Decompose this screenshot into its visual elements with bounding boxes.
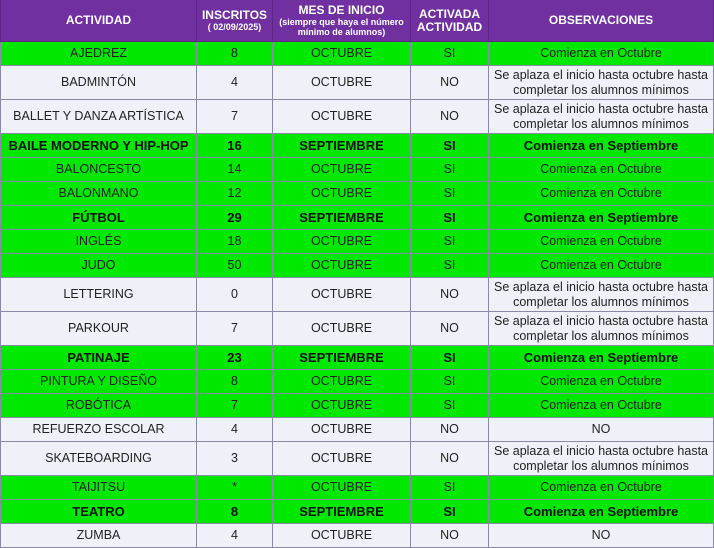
cell-actividad <box>0 476 197 500</box>
header-mes-label: MES DE INICIO <box>298 3 385 17</box>
cell-activada-text: SI <box>443 138 456 153</box>
cell-observaciones <box>489 370 714 394</box>
table-row <box>0 42 714 66</box>
cell-observaciones-text: Comienza en Octubre <box>540 234 662 248</box>
cell-observaciones-text: Se aplaza el inicio hasta octubre hasta completar los alumnos mínimos <box>493 443 709 473</box>
cell-mes-inicio-text: OCTUBRE <box>310 480 373 494</box>
cell-mes-inicio-text: OCTUBRE <box>310 109 373 123</box>
cell-observaciones <box>489 206 714 230</box>
cell-observaciones-text: Se aplaza el inicio hasta octubre hasta completar los alumnos mínimos <box>493 279 709 309</box>
cell-mes-inicio-text: OCTUBRE <box>310 321 373 335</box>
cell-mes-inicio <box>273 182 411 206</box>
table-row <box>0 312 714 346</box>
cell-observaciones-text: Comienza en Octubre <box>540 46 662 60</box>
cell-activada <box>411 500 489 524</box>
cell-inscritos <box>197 500 273 524</box>
cell-mes-inicio-text: OCTUBRE <box>310 46 373 60</box>
cell-inscritos-text: 8 <box>231 46 238 60</box>
cell-mes-inicio <box>273 100 411 134</box>
cell-inscritos-text: 3 <box>231 451 238 465</box>
cell-observaciones <box>489 312 714 346</box>
cell-activada-text: SI <box>443 480 456 494</box>
cell-mes-inicio <box>273 442 411 476</box>
cell-observaciones <box>489 158 714 182</box>
header-actividad-label: ACTIVIDAD <box>65 13 132 27</box>
cell-activada <box>411 230 489 254</box>
cell-actividad-text: INGLÉS <box>75 234 122 248</box>
cell-actividad-text: AJEDREZ <box>70 46 127 60</box>
cell-mes-inicio <box>273 230 411 254</box>
cell-mes-inicio <box>273 134 411 158</box>
cell-observaciones-text: Comienza en Octubre <box>540 258 662 272</box>
cell-mes-inicio-text: OCTUBRE <box>310 422 373 436</box>
table-row <box>0 134 714 158</box>
cell-observaciones-text: Se aplaza el inicio hasta octubre hasta completar los alumnos mínimos <box>493 313 709 343</box>
cell-inscritos <box>197 134 273 158</box>
cell-observaciones-text: Se aplaza el inicio hasta octubre hasta completar los alumnos mínimos <box>493 67 709 97</box>
cell-observaciones <box>489 182 714 206</box>
cell-actividad <box>0 100 197 134</box>
cell-observaciones <box>489 500 714 524</box>
cell-activada <box>411 370 489 394</box>
cell-mes-inicio-text: SEPTIEMBRE <box>299 210 384 225</box>
cell-mes-inicio <box>273 312 411 346</box>
cell-observaciones <box>489 418 714 442</box>
header-mes <box>273 0 411 42</box>
cell-observaciones-text: Comienza en Octubre <box>540 186 662 200</box>
cell-inscritos <box>197 278 273 312</box>
cell-observaciones <box>489 476 714 500</box>
header-activada <box>411 0 489 42</box>
cell-mes-inicio <box>273 418 411 442</box>
cell-activada-text: SI <box>443 234 456 248</box>
cell-actividad <box>0 42 197 66</box>
cell-observaciones-text: Comienza en Septiembre <box>523 210 679 225</box>
cell-actividad <box>0 312 197 346</box>
cell-mes-inicio-text: OCTUBRE <box>310 374 373 388</box>
cell-inscritos-text: * <box>232 480 237 494</box>
cell-inscritos <box>197 394 273 418</box>
cell-actividad-text: ZUMBA <box>76 528 121 542</box>
cell-observaciones-text: Se aplaza el inicio hasta octubre hasta completar los alumnos mínimos <box>493 101 709 131</box>
cell-activada-text: NO <box>440 528 459 542</box>
table-row <box>0 476 714 500</box>
cell-activada-text: SI <box>443 210 456 225</box>
cell-mes-inicio-text: OCTUBRE <box>310 162 373 176</box>
header-inscritos-label: INSCRITOS <box>201 8 268 22</box>
cell-activada <box>411 134 489 158</box>
cell-inscritos <box>197 312 273 346</box>
cell-activada <box>411 42 489 66</box>
cell-inscritos-text: 12 <box>227 186 242 200</box>
table-row <box>0 66 714 100</box>
cell-inscritos <box>197 476 273 500</box>
cell-activada <box>411 182 489 206</box>
cell-actividad-text: PARKOUR <box>68 321 129 335</box>
cell-inscritos-text: 50 <box>227 258 242 272</box>
cell-observaciones-text: Comienza en Octubre <box>540 398 662 412</box>
cell-activada <box>411 100 489 134</box>
cell-inscritos <box>197 524 273 548</box>
cell-mes-inicio <box>273 394 411 418</box>
table-row <box>0 394 714 418</box>
cell-observaciones <box>489 66 714 100</box>
cell-actividad <box>0 134 197 158</box>
table-header <box>0 0 714 42</box>
cell-actividad-text: TAIJITSU <box>71 480 126 494</box>
cell-actividad <box>0 524 197 548</box>
cell-actividad-text: BALONCESTO <box>55 162 142 176</box>
cell-mes-inicio-text: OCTUBRE <box>310 451 373 465</box>
cell-observaciones-text: Comienza en Octubre <box>540 374 662 388</box>
cell-actividad-text: FÚTBOL <box>72 210 125 225</box>
cell-inscritos-text: 7 <box>231 398 238 412</box>
cell-mes-inicio-text: OCTUBRE <box>310 287 373 301</box>
cell-observaciones <box>489 100 714 134</box>
cell-mes-inicio-text: SEPTIEMBRE <box>299 138 384 153</box>
cell-inscritos-text: 29 <box>227 210 242 225</box>
cell-inscritos <box>197 158 273 182</box>
cell-activada-text: SI <box>443 162 456 176</box>
cell-activada <box>411 66 489 100</box>
cell-actividad <box>0 442 197 476</box>
cell-inscritos <box>197 442 273 476</box>
table-row <box>0 254 714 278</box>
cell-mes-inicio <box>273 500 411 524</box>
cell-mes-inicio-text: OCTUBRE <box>310 398 373 412</box>
cell-mes-inicio <box>273 370 411 394</box>
cell-inscritos <box>197 254 273 278</box>
cell-activada-text: SI <box>443 350 456 365</box>
cell-activada-text: SI <box>443 374 456 388</box>
header-inscritos <box>197 0 273 42</box>
cell-observaciones <box>489 524 714 548</box>
header-activada-label: ACTIVADA ACTIVIDAD <box>416 6 483 34</box>
cell-inscritos <box>197 346 273 370</box>
cell-observaciones <box>489 346 714 370</box>
header-inscritos-date: ( 02/09/2025) <box>207 22 262 32</box>
cell-actividad-text: BALONMANO <box>58 186 139 200</box>
cell-mes-inicio <box>273 42 411 66</box>
cell-inscritos-text: 8 <box>230 504 239 519</box>
table-row <box>0 370 714 394</box>
cell-activada-text: NO <box>440 75 459 89</box>
cell-actividad <box>0 394 197 418</box>
cell-actividad <box>0 230 197 254</box>
cell-observaciones <box>489 230 714 254</box>
cell-inscritos <box>197 66 273 100</box>
cell-observaciones-text: Comienza en Octubre <box>540 162 662 176</box>
cell-observaciones <box>489 254 714 278</box>
cell-activada <box>411 206 489 230</box>
cell-activada-text: SI <box>443 258 456 272</box>
cell-actividad <box>0 182 197 206</box>
cell-actividad <box>0 418 197 442</box>
cell-activada <box>411 524 489 548</box>
table-row <box>0 418 714 442</box>
cell-inscritos-text: 0 <box>231 287 238 301</box>
cell-inscritos <box>197 418 273 442</box>
table-row <box>0 500 714 524</box>
header-observaciones <box>489 0 714 42</box>
cell-inscritos-text: 4 <box>231 528 238 542</box>
cell-actividad-text: SKATEBOARDING <box>45 451 152 465</box>
table-row <box>0 442 714 476</box>
cell-activada <box>411 312 489 346</box>
cell-mes-inicio <box>273 66 411 100</box>
cell-mes-inicio <box>273 254 411 278</box>
cell-mes-inicio-text: OCTUBRE <box>310 258 373 272</box>
cell-inscritos <box>197 370 273 394</box>
cell-inscritos-text: 16 <box>227 138 242 153</box>
cell-inscritos-text: 7 <box>231 321 238 335</box>
table-row <box>0 524 714 548</box>
cell-mes-inicio-text: OCTUBRE <box>310 528 373 542</box>
cell-observaciones-text: NO <box>591 422 611 436</box>
cell-actividad <box>0 254 197 278</box>
cell-inscritos-text: 18 <box>227 234 242 248</box>
header-observaciones-label: OBSERVACIONES <box>548 13 654 27</box>
cell-inscritos-text: 4 <box>231 422 238 436</box>
cell-mes-inicio <box>273 524 411 548</box>
cell-activada-text: NO <box>440 422 459 436</box>
cell-actividad-text: BALLET Y DANZA ARTÍSTICA <box>13 109 184 123</box>
cell-inscritos <box>197 100 273 134</box>
cell-observaciones-text: NO <box>591 528 611 542</box>
cell-observaciones <box>489 42 714 66</box>
cell-activada-text: SI <box>443 46 456 60</box>
cell-mes-inicio-text: OCTUBRE <box>310 234 373 248</box>
cell-inscritos-text: 23 <box>227 350 242 365</box>
cell-mes-inicio <box>273 278 411 312</box>
cell-actividad <box>0 370 197 394</box>
cell-observaciones <box>489 442 714 476</box>
cell-inscritos-text: 14 <box>227 162 242 176</box>
cell-activada-text: NO <box>440 109 459 123</box>
cell-actividad-text: TEATRO <box>72 504 125 519</box>
cell-actividad <box>0 278 197 312</box>
cell-activada-text: SI <box>443 186 456 200</box>
table-row <box>0 278 714 312</box>
cell-activada-text: SI <box>443 398 456 412</box>
table-row <box>0 158 714 182</box>
cell-actividad-text: REFUERZO ESCOLAR <box>32 422 165 436</box>
cell-actividad-text: ROBÓTICA <box>65 398 132 412</box>
cell-mes-inicio-text: SEPTIEMBRE <box>299 504 384 519</box>
cell-inscritos <box>197 206 273 230</box>
cell-observaciones <box>489 134 714 158</box>
table-row <box>0 346 714 370</box>
table-row <box>0 182 714 206</box>
cell-actividad-text: BADMINTÓN <box>61 75 136 89</box>
cell-observaciones-text: Comienza en Septiembre <box>523 138 679 153</box>
cell-activada-text: NO <box>440 451 459 465</box>
cell-actividad-text: PINTURA Y DISEÑO <box>40 374 157 388</box>
cell-activada <box>411 418 489 442</box>
cell-activada <box>411 254 489 278</box>
cell-activada-text: SI <box>443 504 456 519</box>
cell-activada <box>411 476 489 500</box>
header-mes-note: (siempre que haya el número mínimo de alumnos) <box>279 17 404 37</box>
cell-inscritos-text: 7 <box>231 109 238 123</box>
cell-mes-inicio-text: OCTUBRE <box>310 75 373 89</box>
cell-actividad <box>0 158 197 182</box>
cell-actividad <box>0 500 197 524</box>
table-row <box>0 100 714 134</box>
cell-activada <box>411 394 489 418</box>
cell-inscritos <box>197 42 273 66</box>
cell-mes-inicio-text: SEPTIEMBRE <box>299 350 384 365</box>
cell-mes-inicio <box>273 346 411 370</box>
cell-actividad-text: PATINAJE <box>67 350 130 365</box>
table-row <box>0 230 714 254</box>
cell-activada-text: NO <box>440 321 459 335</box>
cell-observaciones <box>489 394 714 418</box>
cell-actividad-text: LETTERING <box>63 287 134 301</box>
cell-actividad <box>0 206 197 230</box>
cell-actividad <box>0 66 197 100</box>
cell-observaciones-text: Comienza en Septiembre <box>523 504 679 519</box>
cell-activada <box>411 278 489 312</box>
table-row <box>0 206 714 230</box>
cell-mes-inicio <box>273 206 411 230</box>
cell-mes-inicio <box>273 158 411 182</box>
cell-activada <box>411 346 489 370</box>
cell-activada <box>411 158 489 182</box>
cell-actividad-text: BAILE MODERNO Y HIP-HOP <box>8 138 189 153</box>
cell-observaciones-text: Comienza en Octubre <box>540 480 662 494</box>
cell-observaciones-text: Comienza en Septiembre <box>523 350 679 365</box>
cell-inscritos <box>197 230 273 254</box>
header-actividad <box>0 0 197 42</box>
cell-observaciones <box>489 278 714 312</box>
cell-inscritos <box>197 182 273 206</box>
cell-actividad <box>0 346 197 370</box>
cell-actividad-text: JUDO <box>81 258 116 272</box>
cell-inscritos-text: 8 <box>231 374 238 388</box>
cell-mes-inicio <box>273 476 411 500</box>
cell-mes-inicio-text: OCTUBRE <box>310 186 373 200</box>
cell-inscritos-text: 4 <box>231 75 238 89</box>
cell-activada <box>411 442 489 476</box>
cell-activada-text: NO <box>440 287 459 301</box>
